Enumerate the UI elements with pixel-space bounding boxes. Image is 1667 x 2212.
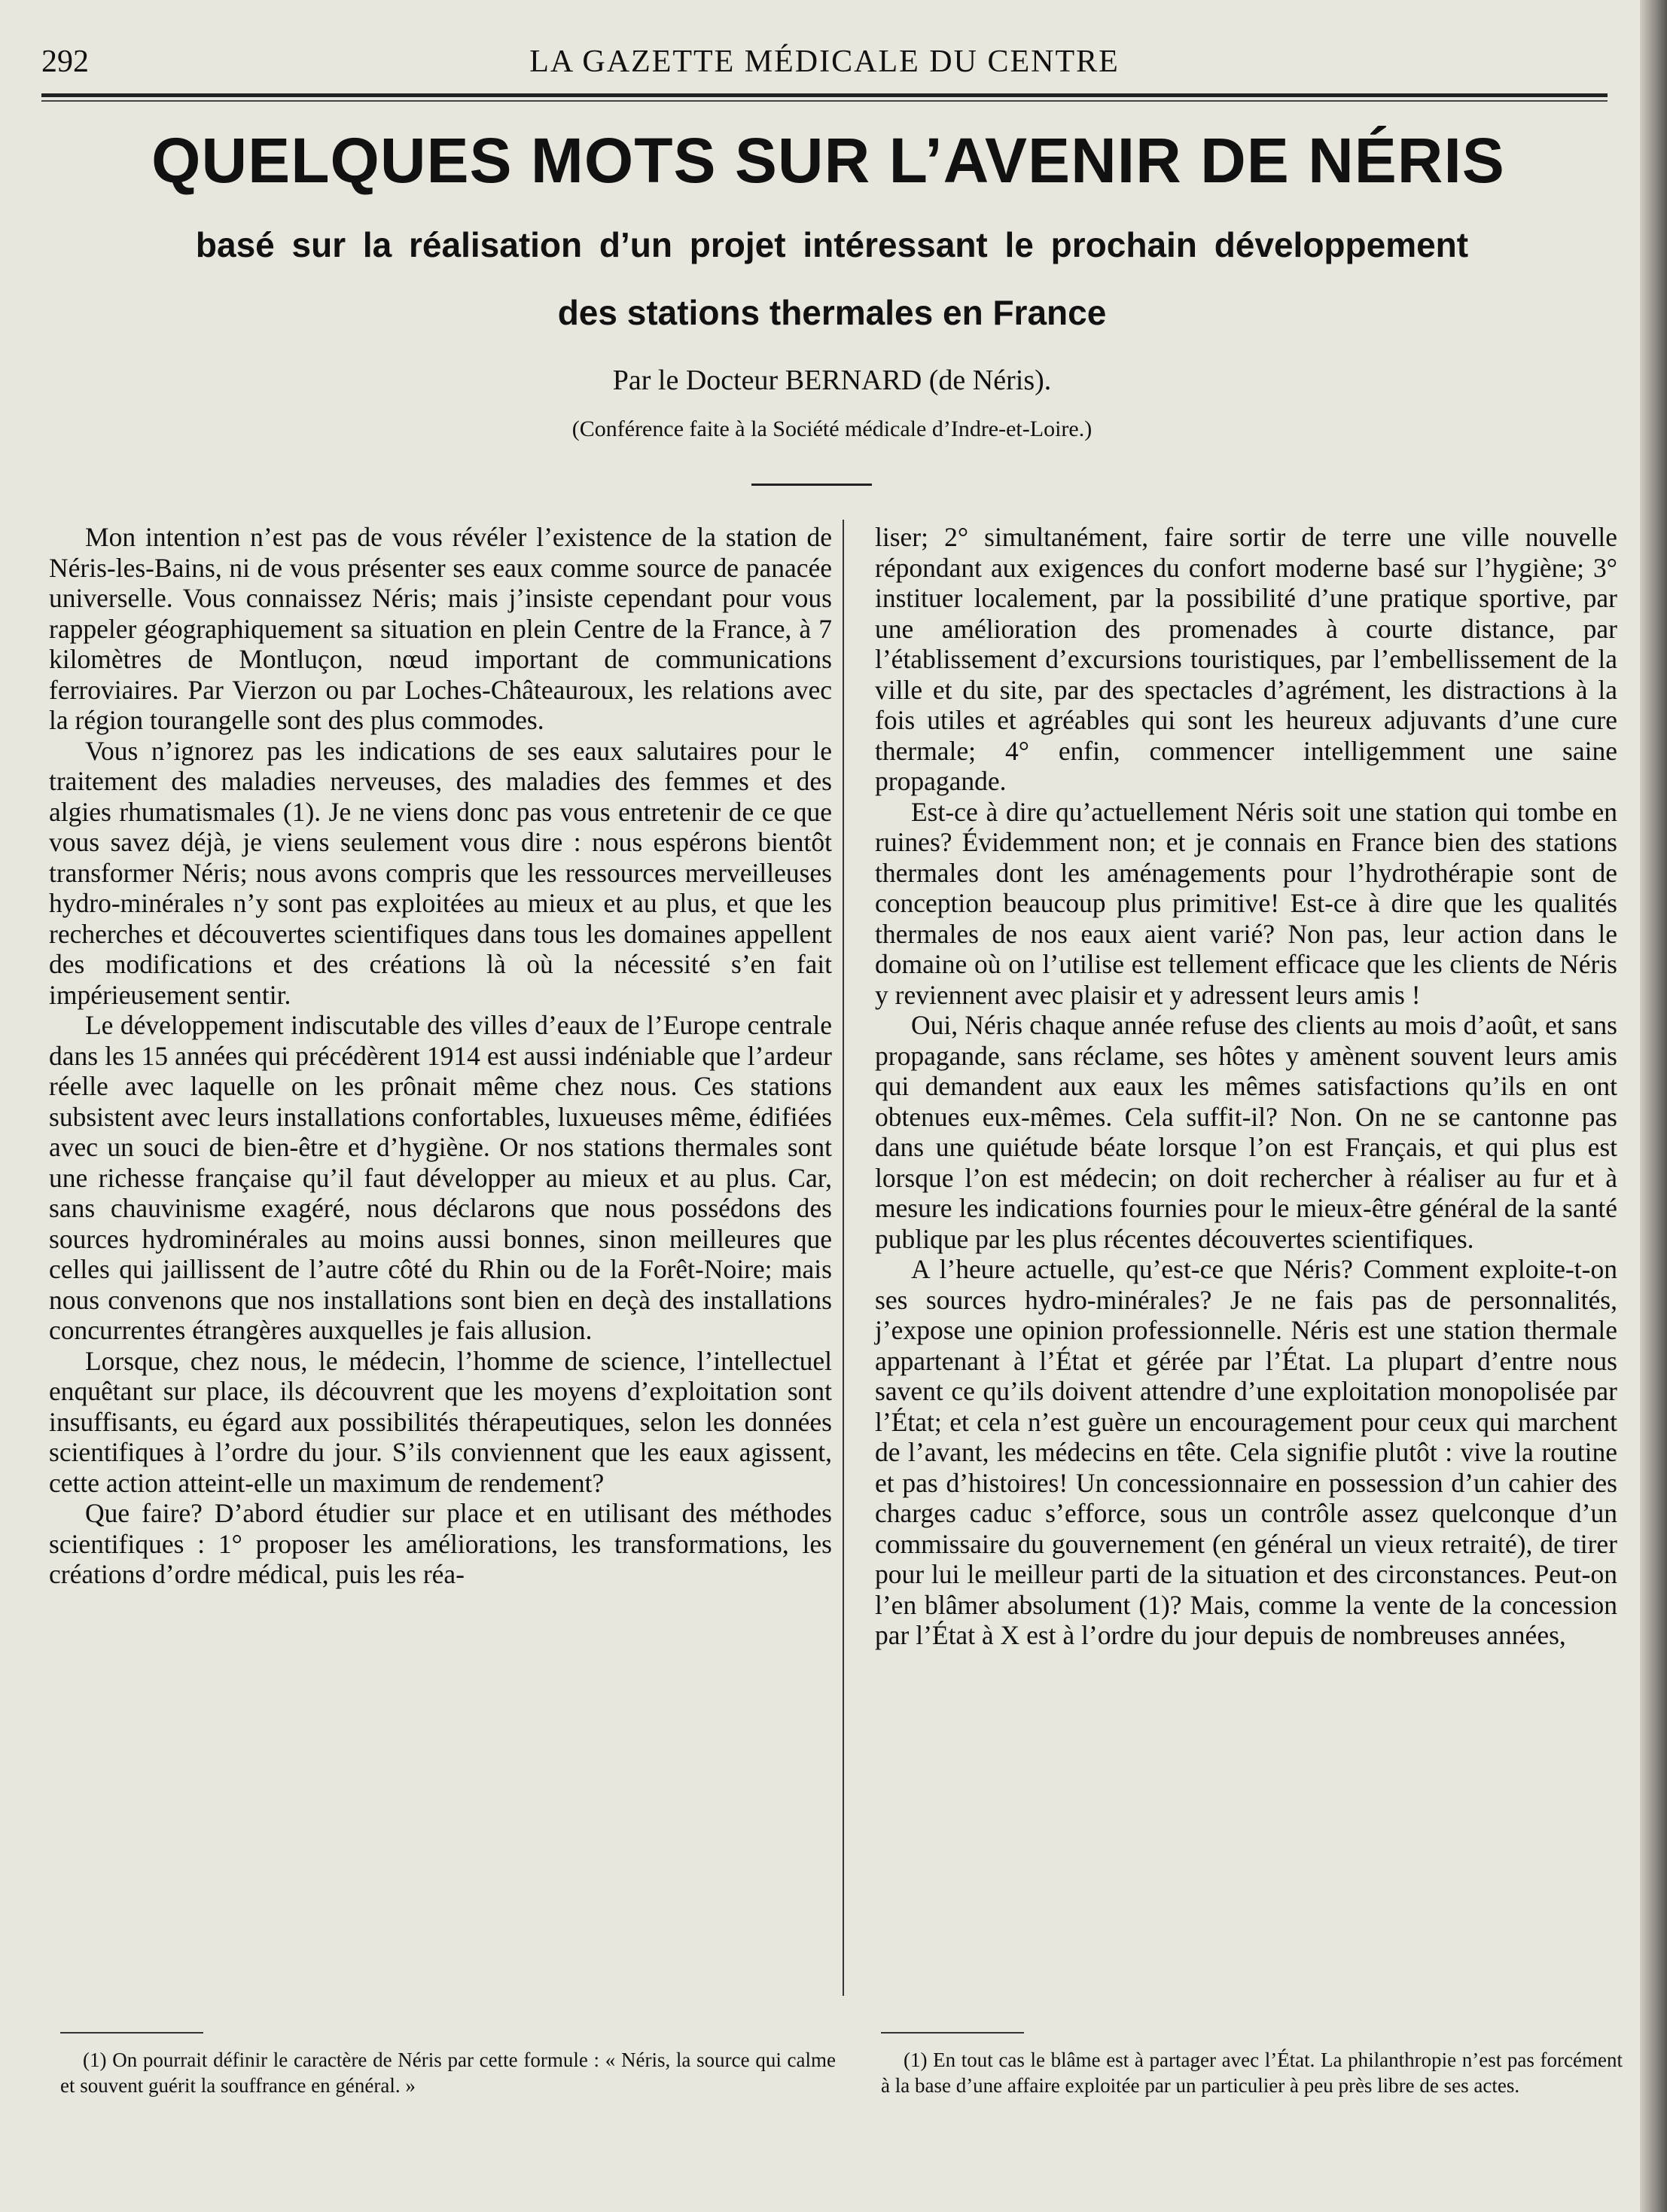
footnote-rule-left	[60, 2032, 203, 2034]
paragraph: Vous n’ignorez pas les indications de ses eaux salutaires pour le traitement des maladies nerveuses, des maladies des femmes et des algies rhumatismales (1). Je ne viens donc pas vous entretenir de ce que vous savez déjà, je viens seulement vous dire : nous espérons bientôt transformer Néris; nous avons compris que les ressources merveilleuses hydro-minérales n’y sont pas exploitées au mieux et au plus, et que les recherches et découvertes scientifiques dans tous les domaines appellent des modifications et des créations là où la nécessité s’en fait impérieusement sentir.	[49, 735, 832, 1010]
paragraph: A l’heure actuelle, qu’est-ce que Néris? Comment exploite-t-on ses sources hydro-minérales? Je ne fais pas de personnalités, j’expose une opinion professionnelle. Néris est une station thermale appartenant à l’État et gérée par l’État. La plupart d’entre nous savent ce qu’ils doivent attendre d’une exploitation monopolisée par l’État; et cela n’est guère un encouragement pour ceux qui marchent de l’avant, les médecins en tête. Cela signifie plutôt : vive la routine et pas d’histoires! Un concessionnaire en possession d’un cahier des charges caduc s’efforce, sous un contrôle assez quelconque d’un commissaire du gouvernement (en général un vieux retraité), de tirer pour lui le meilleur parti de la situation et des circonstances. Peut-on l’en blâmer absolument (1)? Mais, comme la vente de la concession par l’État à X est à l’ordre du jour depuis de nombreuses années,	[875, 1254, 1617, 1650]
paragraph: Que faire? D’abord étudier sur place et en utilisant des méthodes scientifiques : 1° proposer les améliorations, les transformations, les créations d’ordre médical, puis les réa-	[49, 1498, 832, 1589]
paragraph: Lorsque, chez nous, le médecin, l’homme de science, l’intellectuel enquêtant sur place, ils découvrent que les moyens d’exploitation sont insuffisants, eu égard aux possibilités thérapeutiques, selon les données scientifiques à l’ordre du jour. S’ils conviennent que les eaux agissent, cette action atteint-elle un maximum de rendement?	[49, 1345, 832, 1498]
right-column	[875, 522, 1617, 1651]
article-subtitle-line1: basé sur la réalisation d’un projet intéressant le prochain développement	[195, 225, 1469, 264]
running-header	[41, 44, 1608, 89]
footnote-text: (1) On pourrait définir le caractère de Néris par cette formule : « Néris, la source qui calme et souvent guérit la souffrance en général. »	[60, 2049, 836, 2097]
column-divider	[843, 520, 844, 1996]
footnote-text: (1) En tout cas le blâme est à partager avec l’État. La philanthropie n’est pas forcément à la base d’une affaire exploitée par un particulier à peu près libre de ses actes.	[881, 2049, 1623, 2097]
article-byline: Par le Docteur BERNARD (de Néris).	[612, 365, 1052, 396]
footnote-rule-right	[881, 2032, 1024, 2034]
paragraph-continued: liser; 2° simultanément, faire sortir de terre une ville nouvelle répondant aux exigences du confort moderne basé sur l’hygiène; 3° instituer localement, par la possibilité d’une pratique sportive, par une amélioration des promenades à courte distance, par l’établissement d’excursions touristiques, par l’embellissement de la ville et du site, par des spectacles d’agrément, les distractions à la fois utiles et agréables qui sont les heureux adjuvants d’une cure thermale; 4° enfin, commencer intelligemment une saine propagande.	[875, 522, 1617, 796]
footnote-right	[881, 2047, 1623, 2098]
paragraph: Oui, Néris chaque année refuse des clients au mois d’août, et sans propagande, sans réclame, ses hôtes y amènent souvent leurs amis qui demandent aux eaux les mêmes satisfactions qu’ils en ont obtenues eux-mêmes. Cela suffit-il? Non. On ne se cantonne pas dans une quiétude béate lorsque l’on est Français, et qui plus est lorsque l’on est médecin; on doit rechercher à réaliser au fur et à mesure les indications fournies pour le mieux-être général de la santé publique par les plus récentes découvertes scientifiques.	[875, 1010, 1617, 1254]
journal-title: LA GAZETTE MÉDICALE DU CENTRE	[529, 44, 1120, 79]
paragraph: Mon intention n’est pas de vous révéler l’existence de la station de Néris-les-Bains, ni de vous présenter ses eaux comme source de panacée universelle. Vous connaissez Néris; mais j’insiste cependant pour vous rappeler géographiquement sa situation en plein Centre de la France, à 7 kilomètres de Montluçon, nœud important de communications ferroviaires. Par Vierzon ou par Loches-Châteauroux, les relations avec la région tourangelle sont des plus commodes.	[49, 522, 832, 735]
article-title: QUELQUES MOTS SUR L’AVENIR DE NÉRIS	[151, 125, 1505, 196]
page-number: 292	[41, 44, 89, 79]
conference-note: (Conférence faite à la Société médicale d’Indre-et-Loire.)	[571, 416, 1093, 441]
header-rule	[41, 93, 1608, 97]
page-binding-edge	[1640, 0, 1667, 2212]
paragraph: Le développement indiscutable des villes d’eaux de l’Europe centrale dans les 15 années qui précédèrent 1914 est aussi indéniable que l’ardeur réelle avec laquelle on les prônait même chez nous. Ces stations subsistent avec leurs installations confortables, luxueuses même, édifiées avec un souci de bien-être et d’hygiène. Or nos stations thermales sont une richesse française qu’il faut développer au mieux et au plus. Car, sans chauvinisme exagéré, nous déclarons que nous possédons des sources hydrominérales au moins aussi bonnes, sinon meilleures que celles qui jaillissent de l’autre côté du Rhin ou de la Forêt-Noire; mais nous convenons que nos installations sont bien en deçà des installations concurrentes étrangères auxquelles je fais allusion.	[49, 1010, 832, 1345]
left-column	[49, 522, 832, 1590]
paragraph: Est-ce à dire qu’actuellement Néris soit une station qui tombe en ruines? Évidemment non; et je connais en France bien des stations thermales dont les aménagements pour l’hydrothérapie sont de conception beaucoup plus primitive! Est-ce à dire que les qualités thermales de nos eaux aient varié? Non pas, leur action dans le domaine où on l’utilise est tellement efficace que les clients de Néris y reviennent avec plaisir et y adressent leurs amis !	[875, 796, 1617, 1010]
footnote-left	[60, 2047, 836, 2098]
article-subtitle-line2: des stations thermales en France	[557, 293, 1107, 332]
title-separator-rule	[751, 484, 872, 486]
header-rule-thin	[41, 100, 1608, 102]
